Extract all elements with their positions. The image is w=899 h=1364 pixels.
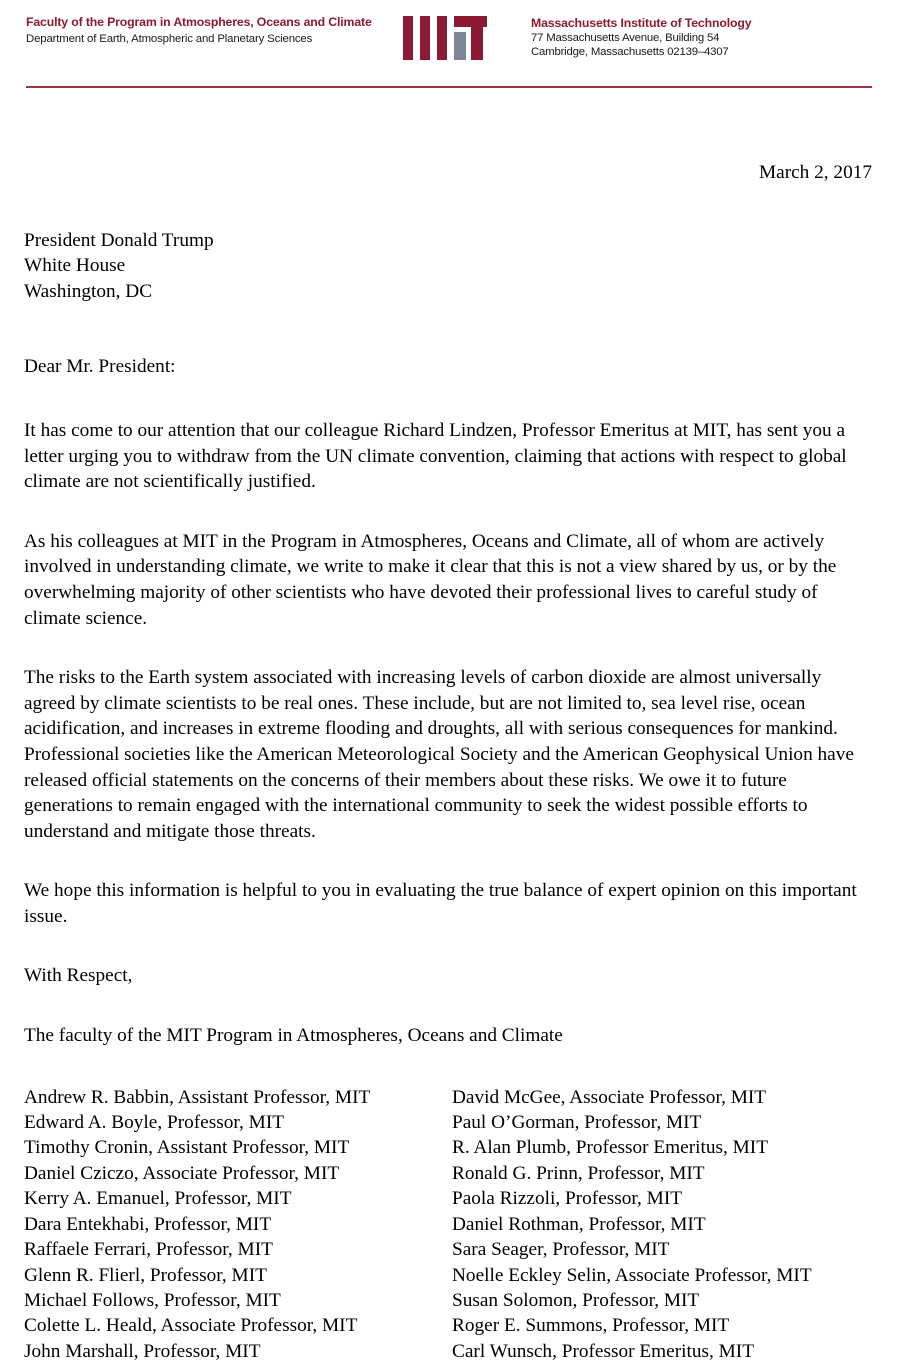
department-subtitle: Department of Earth, Atmospheric and Planetary Sciences <box>26 32 313 45</box>
faculty-program-title: Faculty of the Program in Atmospheres, Oceans and Climate <box>26 15 372 29</box>
mit-logo-bar-2 <box>420 16 430 60</box>
body-paragraph-1: It has come to our attention that our colleague Richard Lindzen, Professor Emeritus at MIT, has sent you a letter urging you to withdraw from the UN climate convention, claiming that actions with respect to global climate are not scientifically justified. <box>24 419 847 493</box>
letterhead-divider <box>26 86 872 88</box>
signatory: Kerry A. Emanuel, Professor, MIT <box>24 1188 292 1210</box>
body-paragraph-3: The risks to the Earth system associated with increasing levels of carbon dioxide are almost universally agreed by climate scientists to be real ones. These include, but are not limited to, sea level rise, ocean acidification, and increases in extreme flooding and droughts, all with serious consequences for mankind. Professional societies like the American Meteorological Society and the American Geophysical Union have released official statements on the concerns of their members about these risks. We owe it to future generations to remain engaged with the international community to seek the widest possible efforts to understand and mitigate those threats. <box>24 667 854 842</box>
mit-logo-bar-1 <box>403 16 413 60</box>
signatory: Michael Follows, Professor, MIT <box>24 1289 281 1311</box>
signatory: David McGee, Associate Professor, MIT <box>452 1086 767 1108</box>
signatory: Daniel Rothman, Professor, MIT <box>452 1213 706 1235</box>
signatory: Dara Entekhabi, Professor, MIT <box>24 1213 272 1235</box>
signatory: Sara Seager, Professor, MIT <box>452 1239 670 1261</box>
signatory: Edward A. Boyle, Professor, MIT <box>24 1112 285 1134</box>
mit-logo-i-stem <box>454 32 466 60</box>
signatory: John Marshall, Professor, MIT <box>24 1340 261 1362</box>
mit-logo-t-stem <box>471 16 483 60</box>
signatory: Timothy Cronin, Assistant Professor, MIT <box>24 1137 350 1159</box>
mit-logo <box>403 16 487 60</box>
letterhead-right-block <box>531 16 871 59</box>
body-paragraph-4: We hope this information is helpful to you in evaluating the true balance of expert opinion on this important issue. <box>24 880 857 927</box>
signatory: Noelle Eckley Selin, Associate Professor, MIT <box>452 1264 812 1286</box>
signatory: Andrew R. Babbin, Assistant Professor, MIT <box>24 1086 371 1108</box>
signatory: Roger E. Summons, Professor, MIT <box>452 1315 730 1337</box>
letterhead-left-block <box>26 15 376 46</box>
signatory: Glenn R. Flierl, Professor, MIT <box>24 1264 267 1286</box>
signatory: Raffaele Ferrari, Professor, MIT <box>24 1239 273 1261</box>
signatories-left-column <box>24 1085 444 1364</box>
closing-salutation: With Respect, <box>24 965 133 987</box>
addressee-line-3: Washington, DC <box>24 280 153 302</box>
signatory: Ronald G. Prinn, Professor, MIT <box>452 1162 705 1184</box>
letter-date: March 2, 2017 <box>759 162 872 183</box>
mit-logo-bar-3 <box>437 16 447 60</box>
institution-name: Massachusetts Institute of Technology <box>531 16 752 30</box>
signatory: Carl Wunsch, Professor Emeritus, MIT <box>452 1340 754 1362</box>
signatories-list <box>24 1085 872 1364</box>
letterhead <box>0 0 899 96</box>
signatories-right-column <box>444 1085 872 1364</box>
addressee-line-1: President Donald Trump <box>24 229 214 251</box>
signatory: Paul O’Gorman, Professor, MIT <box>452 1112 702 1134</box>
letter-body <box>24 160 872 1364</box>
addressee-block <box>24 228 872 305</box>
signatory: Daniel Cziczo, Associate Professor, MIT <box>24 1162 340 1184</box>
addressee-line-2: White House <box>24 255 126 277</box>
signatory: R. Alan Plumb, Professor Emeritus, MIT <box>452 1137 768 1159</box>
institution-address-line-2: Cambridge, Massachusetts 02139–4307 <box>531 45 729 58</box>
salutation: Dear Mr. President: <box>24 356 176 378</box>
institution-address-line-1: 77 Massachusetts Avenue, Building 54 <box>531 31 720 44</box>
signatory: Susan Solomon, Professor, MIT <box>452 1289 700 1311</box>
signatory: Colette L. Heald, Associate Professor, MIT <box>24 1315 358 1337</box>
signatory: Paola Rizzoli, Professor, MIT <box>452 1188 683 1210</box>
signature-attribution: The faculty of the MIT Program in Atmospheres, Oceans and Climate <box>24 1025 563 1047</box>
body-paragraph-2: As his colleagues at MIT in the Program in Atmospheres, Oceans and Climate, all of whom are actively involved in understanding climate, we write to make it clear that this is not a view shared by us, or by the overwhelming majority of other scientists who have devoted their professional lives to careful study of climate science. <box>24 530 837 629</box>
